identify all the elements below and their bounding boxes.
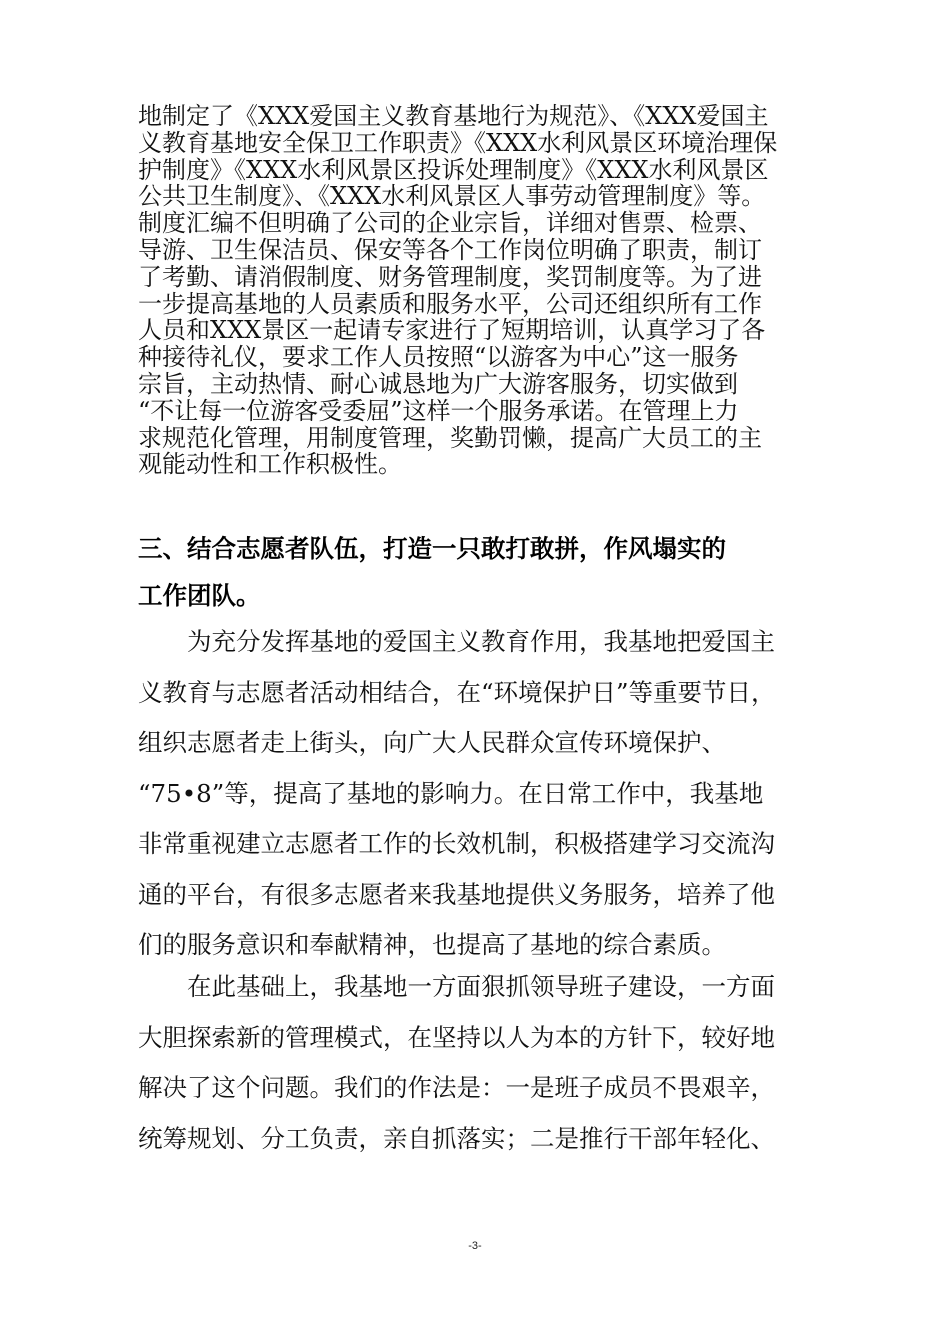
paragraph-management [138,962,838,1164]
section-heading-line-2: 工作团队。 [138,581,261,610]
text-line: 种接待礼仪，要求工作人员按照“以游客为中心”这一服务 [138,343,739,372]
text-line: 求规范化管理，用制度管理，奖勤罚懒，提高广大员工的主 [138,423,762,452]
text-line: 统筹规划、分工负责，亲自抓落实；二是推行干部年轻化、 [138,1123,775,1153]
text-line: “不让每一位游客受委屈”这样一个服务承诺。在管理上力 [138,396,739,425]
text-line: 公共卫生制度》、《XXX水利风景区人事劳动管理制度》等。 [138,182,766,211]
text-line: 大胆探索新的管理模式，在坚持以人为本的方针下，较好地 [138,1022,775,1052]
text-line: 地制定了《XXX爱国主义教育基地行为规范》、《XXX爱国主 [138,102,769,130]
text-line: 导游、卫生保洁员、保安等各个工作岗位明确了职责，制订 [138,235,762,264]
text-line: 义教育与志愿者活动相结合，在“环境保护日”等重要节日， [138,677,776,707]
text-line: 们的服务意识和奉献精神，也提高了基地的综合素质。 [138,930,726,959]
text-line: 人员和XXX景区一起请专家进行了短期培训，认真学习了各 [138,316,766,345]
text-line: 义教育基地安全保卫工作职责》《XXX水利风景区环境治理保 [138,128,778,157]
page-number: -3- [468,1240,482,1252]
text-line: 了考勤、请消假制度、财务管理制度，奖罚制度等。为了进 [138,262,762,291]
text-line: “75•8”等，提高了基地的影响力。在日常工作中，我基地 [138,778,764,808]
text-line: 通的平台，有很多志愿者来我基地提供义务服务，培养了他 [138,879,775,909]
text-line: 制度汇编不但明确了公司的企业宗旨，详细对售票、检票、 [138,209,762,238]
text-line: 为充分发挥基地的爱国主义教育作用，我基地把爱国主 [187,627,775,656]
text-line: 护制度》《XXX水利风景区投诉处理制度》《XXX水利风景区 [138,155,769,184]
text-line: 宗旨，主动热情、耐心诚恳地为广大游客服务，切实做到 [138,369,738,398]
text-line: 非常重视建立志愿者工作的长效机制，积极搭建学习交流沟 [138,829,775,858]
paragraph-regulations [138,103,838,478]
text-line: 观能动性和工作积极性。 [138,450,402,479]
section-heading-line-1: 三、结合志愿者队伍，打造一只敢打敢拼，作风塌实的 [138,534,726,563]
text-line: 在此基础上，我基地一方面狠抓领导班子建设，一方面 [187,972,775,1001]
paragraph-volunteers [138,617,838,971]
text-line: 组织志愿者走上街头，向广大人民群众宣传环境保护、 [138,728,726,757]
text-line: 一步提高基地的人员素质和服务水平，公司还组织所有工作 [138,289,762,318]
text-line: 解决了这个问题。我们的作法是：一是班子成员不畏艰辛， [138,1073,775,1102]
